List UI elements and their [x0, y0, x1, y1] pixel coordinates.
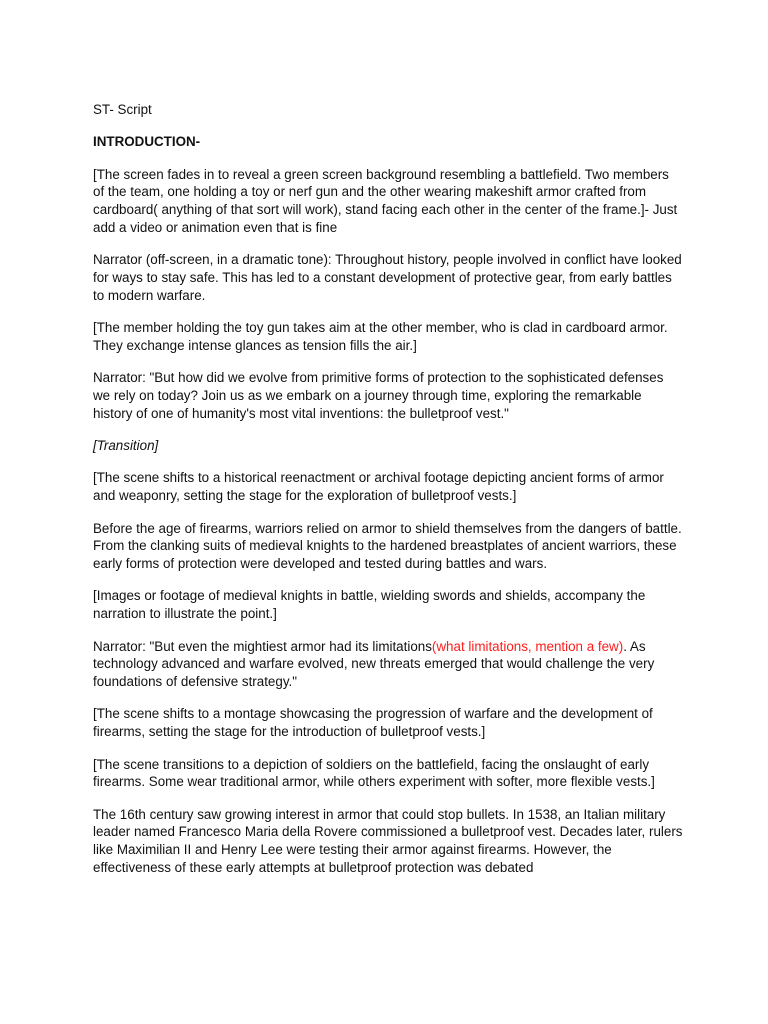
section-heading: INTRODUCTION- [93, 134, 201, 150]
paragraph-narrator-intro: Narrator (off-screen, in a dramatic tone): Throughout history, people involved in conflict have looked for ways to stay safe. This has led to a constant development of protective gear, from early battles to modern warfare. [93, 252, 682, 303]
paragraph-before-firearms: Before the age of firearms, warriors relied on armor to shield themselves from the dangers of battle. From the clanking suits of medieval knights to the hardened breastplates of ancient warriors, these early forms of protection were developed and tested during battles and wars. [93, 520, 682, 572]
limitations-text-start: Narrator: "But even the mightiest armor had its limitations [93, 638, 432, 654]
paragraph-narrator-question: Narrator: "But how did we evolve from primitive forms of protection to the sophisticated defenses we rely on today? Join us as we embark on a journey through time, exploring the remarkable history of one of humanity's most vital inventions: the bulletproof vest." [93, 370, 664, 421]
editor-comment: (what limitations, mention a few) [431, 638, 624, 654]
paragraph-scene-aim: [The member holding the toy gun takes aim at the other member, who is clad in cardboard armor. They exchange intense glances as tension fills the air.] [93, 320, 668, 353]
paragraph-narrator-limitations [93, 638, 683, 691]
paragraph-soldiers: [The scene transitions to a depiction of soldiers on the battlefield, facing the onslaught of early firearms. Some wear traditional armor, while others experiment with softer, more flexible vests.] [93, 756, 655, 790]
paragraph-knights-footage: [Images or footage of medieval knights in battle, wielding swords and shields, accompany the narration to illustrate the point.] [93, 588, 646, 622]
paragraph-scene-reenactment: [The scene shifts to a historical reenactment or archival footage depicting ancient forms of armor and weaponry, setting the stage for the exploration of bulletproof vests.] [93, 470, 664, 504]
document-title: ST- Script [93, 102, 152, 117]
limitations-text-end: . As technology advanced and warfare evolved, new threats emerged that would challenge the very foundations of defensive strategy." [93, 638, 655, 690]
document-body [93, 101, 683, 891]
paragraph-scene-intro: [The screen fades in to reveal a green screen background resembling a battlefield. Two members of the team, one holding a toy or nerf gun and the other wearing makeshift armor crafted from cardboard( anything of that sort will work), stand facing each other in the center of the frame.]- Just add a video or animation even that is fine [93, 166, 678, 235]
paragraph-montage: [The scene shifts to a montage showcasing the progression of warfare and the development of firearms, setting the stage for the introduction of bulletproof vests.] [93, 706, 653, 740]
paragraph-16th-century: The 16th century saw growing interest in armor that could stop bullets. In 1538, an Italian military leader named Francesco Maria della Rovere commissioned a bulletproof vest. Decades later, rulers like Maximilian II and Henry Lee were testing their armor against firearms. However, the effectiveness of these early attempts at bulletproof protection was debated [93, 806, 683, 875]
transition-marker: [Transition] [93, 438, 159, 454]
